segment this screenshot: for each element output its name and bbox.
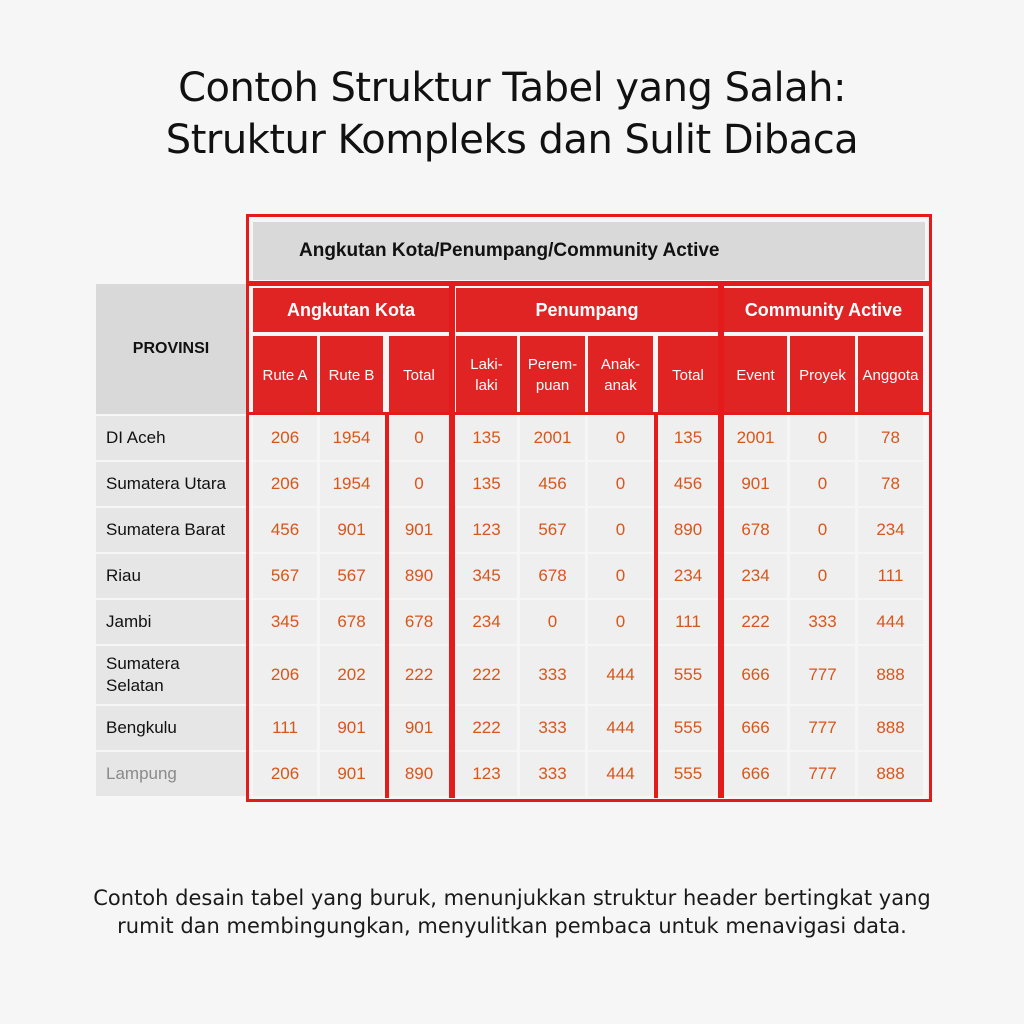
value-cell: 444	[588, 706, 653, 750]
value-cell: 202	[320, 646, 383, 704]
red-divider	[249, 412, 929, 415]
value-cell: 234	[858, 508, 923, 552]
value-cell: 777	[790, 752, 855, 796]
value-cell: 0	[588, 554, 653, 598]
province-label: Bengkulu	[96, 706, 246, 750]
value-cell: 0	[790, 554, 855, 598]
caption-line-2: rumit dan membingungkan, menyulitkan pembaca untuk menavigasi data.	[117, 914, 907, 938]
caption-line-1: Contoh desain tabel yang buruk, menunjukkan struktur header bertingkat yang	[93, 886, 931, 910]
value-cell: 78	[858, 462, 923, 506]
value-cell: 1954	[320, 416, 383, 460]
value-cell: 345	[456, 554, 517, 598]
value-cell: 456	[520, 462, 585, 506]
caption	[0, 884, 1024, 940]
value-cell: 78	[858, 416, 923, 460]
value-cell: 333	[520, 646, 585, 704]
province-label: Sumatera Selatan	[96, 646, 246, 704]
subheader-anggota: Anggota	[858, 336, 923, 414]
value-cell: 333	[520, 706, 585, 750]
value-cell: 901	[320, 752, 383, 796]
value-cell: 678	[389, 600, 449, 644]
subheader-proyek: Proyek	[790, 336, 855, 414]
subheader-rute-b: Rute B	[320, 336, 383, 414]
value-cell: 0	[790, 416, 855, 460]
value-cell: 901	[320, 508, 383, 552]
value-cell: 555	[658, 752, 718, 796]
subheader-rute-a: Rute A	[253, 336, 317, 414]
value-cell: 888	[858, 706, 923, 750]
value-cell: 567	[520, 508, 585, 552]
value-cell: 901	[724, 462, 787, 506]
group-header-1: Penumpang	[456, 288, 718, 332]
value-cell: 678	[724, 508, 787, 552]
value-cell: 888	[858, 752, 923, 796]
subheader-event: Event	[724, 336, 787, 414]
value-cell: 456	[658, 462, 718, 506]
value-cell: 234	[456, 600, 517, 644]
title-line-1: Contoh Struktur Tabel yang Salah:	[178, 65, 846, 111]
value-cell: 567	[320, 554, 383, 598]
red-divider	[654, 414, 658, 798]
value-cell: 0	[588, 508, 653, 552]
value-cell: 888	[858, 646, 923, 704]
value-cell: 901	[389, 508, 449, 552]
value-cell: 234	[658, 554, 718, 598]
value-cell: 0	[588, 600, 653, 644]
group-header-0: Angkutan Kota	[253, 288, 449, 332]
value-cell: 222	[456, 646, 517, 704]
province-label: DI Aceh	[96, 416, 246, 460]
value-cell: 135	[456, 416, 517, 460]
province-label: Sumatera Barat	[96, 508, 246, 552]
subheader-laki-laki: Laki- laki	[456, 336, 517, 414]
value-cell: 123	[456, 508, 517, 552]
subheader-anak-anak: Anak- anak	[588, 336, 653, 414]
value-cell: 0	[588, 416, 653, 460]
value-cell: 444	[588, 646, 653, 704]
value-cell: 1954	[320, 462, 383, 506]
value-cell: 0	[790, 508, 855, 552]
value-cell: 222	[389, 646, 449, 704]
red-divider	[385, 414, 389, 798]
value-cell: 206	[253, 646, 317, 704]
value-cell: 345	[253, 600, 317, 644]
province-label: Lampung	[96, 752, 246, 796]
value-cell: 555	[658, 706, 718, 750]
red-divider	[249, 281, 929, 286]
value-cell: 206	[253, 462, 317, 506]
value-cell: 444	[588, 752, 653, 796]
subheader-total: Total	[389, 336, 449, 414]
value-cell: 222	[456, 706, 517, 750]
subheader-perempuan: Perem- puan	[520, 336, 585, 414]
value-cell: 333	[520, 752, 585, 796]
value-cell: 0	[389, 462, 449, 506]
value-cell: 0	[389, 416, 449, 460]
value-cell: 666	[724, 706, 787, 750]
value-cell: 111	[253, 706, 317, 750]
subheader-total: Total	[658, 336, 718, 414]
value-cell: 456	[253, 508, 317, 552]
value-cell: 567	[253, 554, 317, 598]
value-cell: 222	[724, 600, 787, 644]
value-cell: 2001	[520, 416, 585, 460]
value-cell: 901	[320, 706, 383, 750]
value-cell: 0	[790, 462, 855, 506]
value-cell: 135	[658, 416, 718, 460]
page-title	[0, 62, 1024, 166]
value-cell: 555	[658, 646, 718, 704]
value-cell: 666	[724, 646, 787, 704]
value-cell: 111	[858, 554, 923, 598]
value-cell: 777	[790, 646, 855, 704]
value-cell: 666	[724, 752, 787, 796]
value-cell: 890	[658, 508, 718, 552]
province-label: Sumatera Utara	[96, 462, 246, 506]
value-cell: 678	[320, 600, 383, 644]
value-cell: 678	[520, 554, 585, 598]
value-cell: 123	[456, 752, 517, 796]
value-cell: 135	[456, 462, 517, 506]
province-label: Riau	[96, 554, 246, 598]
value-cell: 0	[520, 600, 585, 644]
value-cell: 0	[588, 462, 653, 506]
group-header-2: Community Active	[724, 288, 923, 332]
value-cell: 206	[253, 752, 317, 796]
value-cell: 234	[724, 554, 787, 598]
super-header: Angkutan Kota/Penumpang/Community Active	[253, 222, 925, 280]
red-divider	[449, 284, 455, 798]
province-header: PROVINSI	[96, 284, 246, 414]
value-cell: 901	[389, 706, 449, 750]
value-cell: 890	[389, 752, 449, 796]
title-line-2: Struktur Kompleks dan Sulit Dibaca	[165, 117, 859, 163]
value-cell: 2001	[724, 416, 787, 460]
value-cell: 444	[858, 600, 923, 644]
province-label: Jambi	[96, 600, 246, 644]
value-cell: 111	[658, 600, 718, 644]
value-cell: 777	[790, 706, 855, 750]
value-cell: 206	[253, 416, 317, 460]
red-divider	[718, 284, 724, 798]
value-cell: 890	[389, 554, 449, 598]
value-cell: 333	[790, 600, 855, 644]
